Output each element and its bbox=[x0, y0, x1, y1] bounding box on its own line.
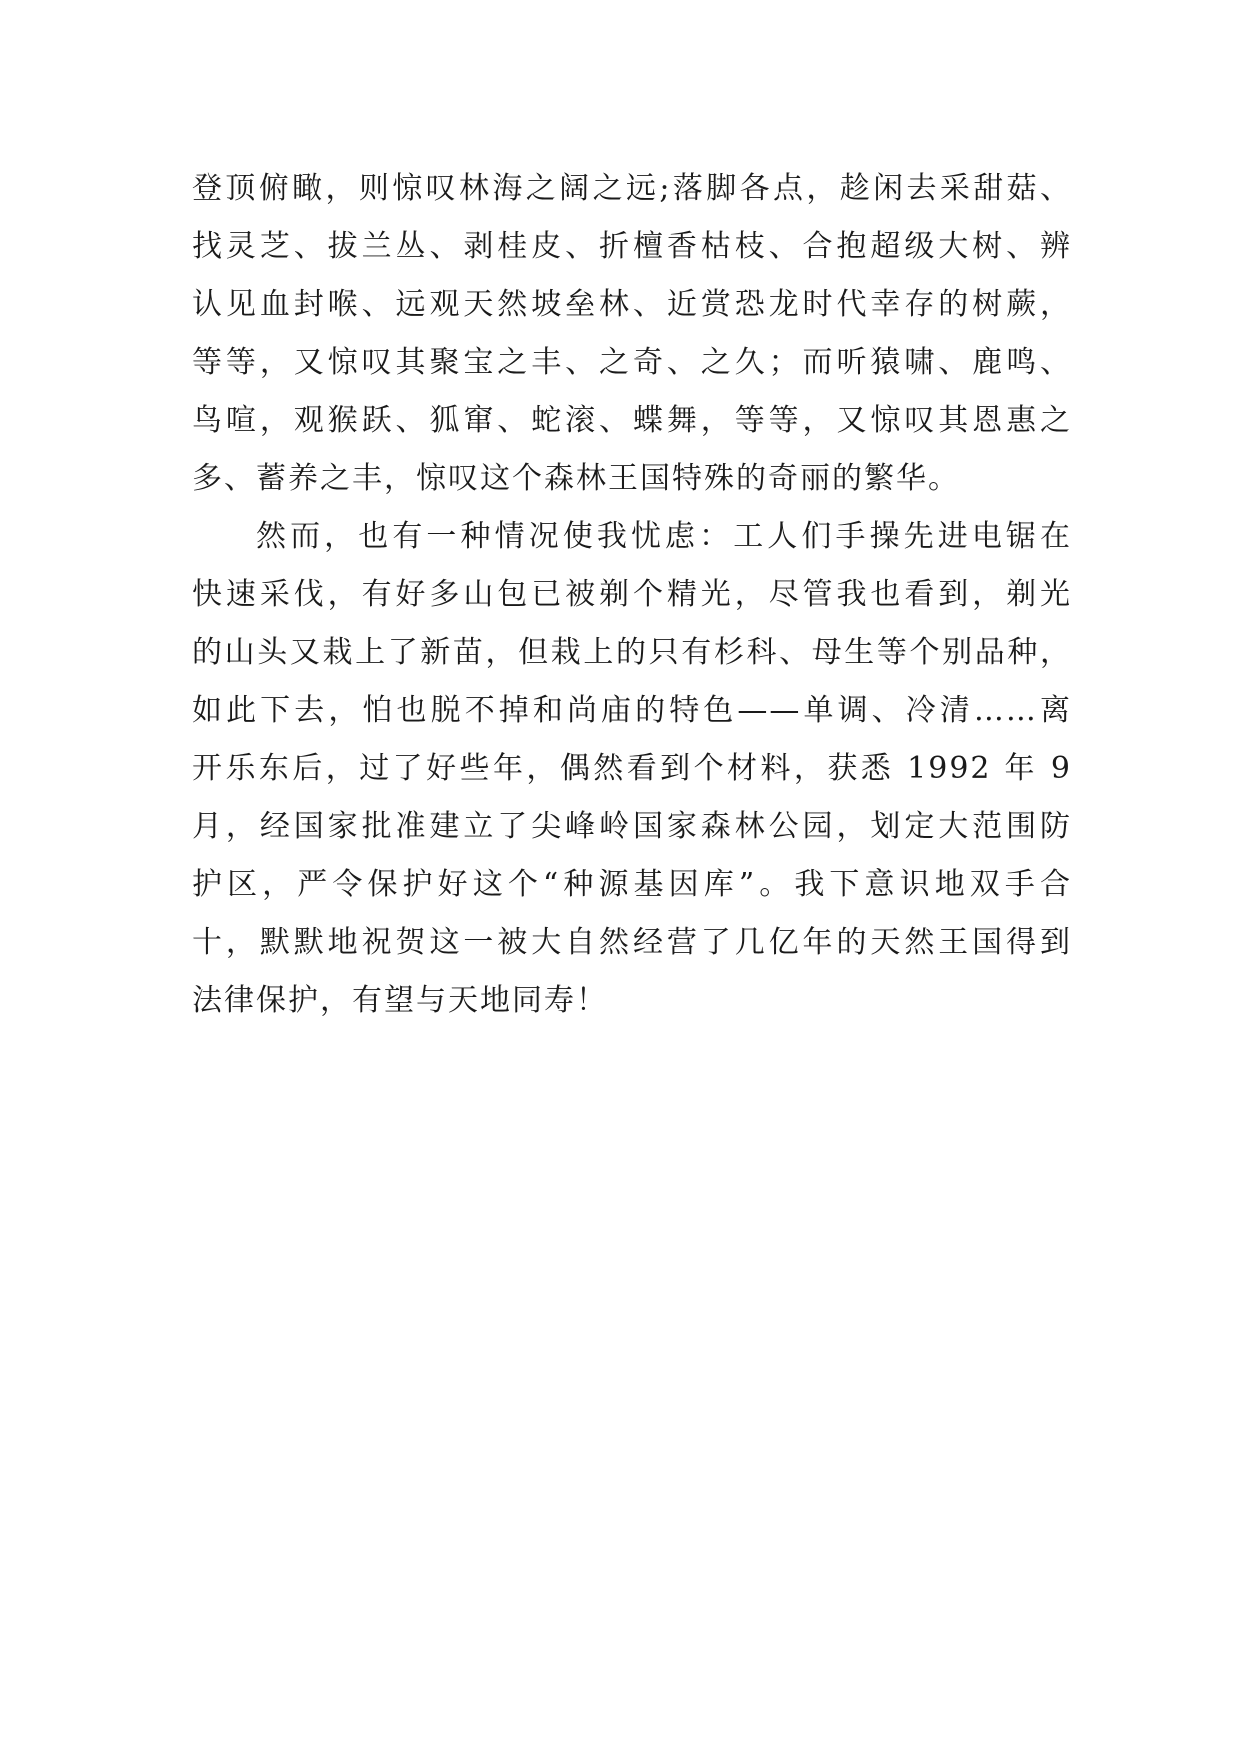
text-line: 找灵芝、拔兰丛、剥桂皮、折檀香枯枝、合抱超级大树、辨 bbox=[192, 229, 1072, 264]
body-text bbox=[192, 160, 1072, 1030]
text-line: 鸟喧，观猴跃、狐窜、蛇滚、蝶舞，等等，又惊叹其恩惠之 bbox=[192, 403, 1072, 438]
paragraph-end-line: 多、蓄养之丰，惊叹这个森林王国特殊的奇丽的繁华。 bbox=[192, 461, 960, 496]
text-line: 开乐东后，过了好些年，偶然看到个材料，获悉 1992 年 9 bbox=[192, 751, 1072, 786]
text-line: 月，经国家批准建立了尖峰岭国家森林公园，划定大范围防 bbox=[192, 809, 1072, 844]
text-line: 快速采伐，有好多山包已被剃个精光，尽管我也看到，剃光 bbox=[192, 577, 1072, 612]
text-line: 护区，严令保护好这个“种源基因库”。我下意识地双手合 bbox=[192, 867, 1072, 902]
text-line: 的山头又栽上了新苗，但栽上的只有杉科、母生等个别品种， bbox=[192, 635, 1072, 670]
paragraph-start-line: 然而，也有一种情况使我忧虑：工人们手操先进电锯在 bbox=[256, 519, 1072, 554]
paragraph-end-line: 法律保护，有望与天地同寿！ bbox=[192, 983, 608, 1018]
text-line: 登顶俯瞰，则惊叹林海之阔之远;落脚各点，趁闲去采甜菇、 bbox=[192, 171, 1072, 206]
text-line: 如此下去，怕也脱不掉和尚庙的特色——单调、冷清……离 bbox=[192, 693, 1072, 728]
text-line: 等等，又惊叹其聚宝之丰、之奇、之久；而听猿啸、鹿鸣、 bbox=[192, 345, 1072, 380]
text-line: 认见血封喉、远观天然坡垒林、近赏恐龙时代幸存的树蕨， bbox=[192, 287, 1072, 322]
text-line: 十，默默地祝贺这一被大自然经营了几亿年的天然王国得到 bbox=[192, 925, 1072, 960]
